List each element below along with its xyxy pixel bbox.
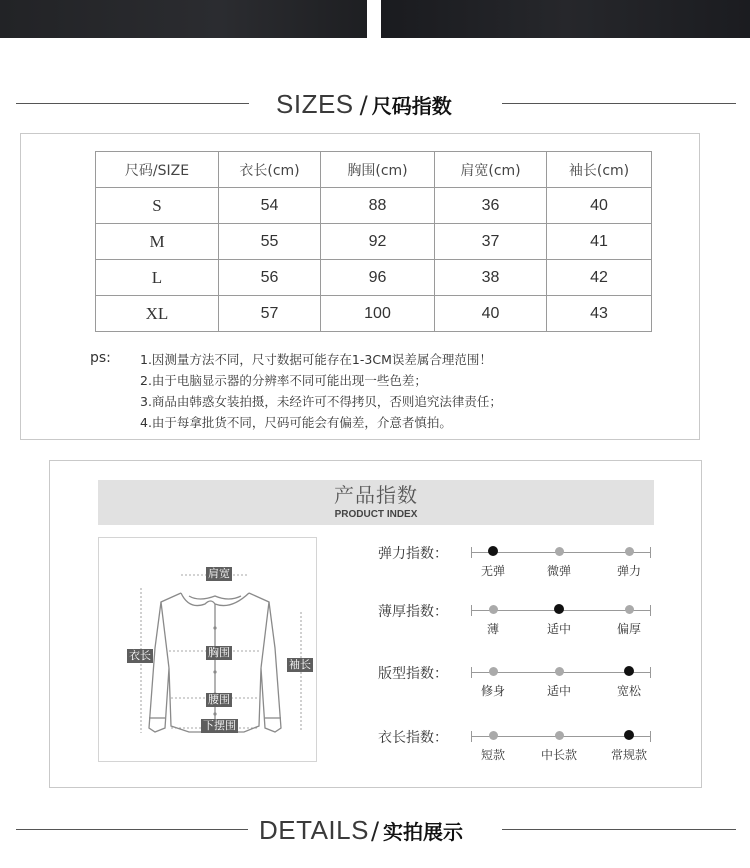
hem-label: 下摆围 — [203, 719, 236, 732]
table-cell: 88 — [321, 188, 435, 224]
scale-dot — [625, 605, 634, 614]
header-cell: 衣长(cm) — [219, 152, 321, 188]
details-heading — [0, 810, 750, 850]
sizes-heading-text — [276, 84, 452, 124]
waist-label: 腰围 — [208, 693, 230, 706]
index-option: 适中 — [546, 684, 571, 698]
header-cell: 肩宽(cm) — [435, 152, 547, 188]
size-table — [95, 151, 652, 332]
heading-rule-left — [16, 829, 248, 830]
note-item: 3.商品由韩惑女装拍摄，未经许可不得拷贝，否则追究法律责任； — [140, 394, 502, 409]
table-cell: 96 — [321, 260, 435, 296]
table-cell: 55 — [219, 224, 321, 260]
index-label: 衣长指数： — [378, 730, 448, 746]
index-option: 微弹 — [546, 564, 571, 578]
selected-dot — [624, 730, 634, 740]
scale-dot — [555, 731, 564, 740]
table-row — [96, 296, 652, 332]
heading-rule-left — [16, 103, 249, 104]
table-cell: 41 — [547, 224, 652, 260]
table-row — [96, 224, 652, 260]
header-cell: 胸围(cm) — [321, 152, 435, 188]
index-option: 常规款 — [610, 748, 647, 762]
index-option: 偏厚 — [616, 622, 641, 636]
sizes-heading — [0, 84, 750, 124]
table-cell: 54 — [219, 188, 321, 224]
table-cell: 43 — [547, 296, 652, 332]
header-cell: 尺码/SIZE — [96, 152, 219, 188]
sleeve-label: 袖长 — [289, 658, 311, 671]
note-item: 1.因测量方法不同，尺寸数据可能存在1-3CM误差属合理范围！ — [140, 352, 492, 367]
index-option: 无弹 — [480, 564, 505, 578]
selected-dot — [554, 604, 564, 614]
table-cell: 92 — [321, 224, 435, 260]
scale-cap — [471, 667, 472, 678]
index-label: 薄厚指数： — [378, 604, 448, 620]
notes-list — [140, 349, 502, 433]
measurement-diagram — [98, 537, 317, 762]
scale-cap — [471, 731, 472, 742]
index-scale — [471, 665, 651, 679]
index-label: 弹力指数： — [378, 546, 448, 562]
table-row — [96, 260, 652, 296]
scale-dot — [489, 667, 498, 676]
table-cell: S — [96, 188, 219, 224]
product-photo-left — [0, 0, 367, 38]
notes-label: ps: — [90, 350, 111, 366]
note-item: 2.由于电脑显示器的分辨率不同可能出现一些色差； — [140, 373, 427, 388]
heading-slash: / — [370, 817, 380, 845]
details-title-en: DETAILS — [259, 815, 369, 845]
index-option: 修身 — [480, 684, 505, 698]
scale-cap — [650, 605, 651, 616]
scale-cap — [650, 547, 651, 558]
scale-cap — [471, 605, 472, 616]
table-cell: 100 — [321, 296, 435, 332]
sizes-title-cn: 尺码指数 — [371, 94, 452, 118]
sizes-title-en: SIZES — [276, 89, 354, 119]
table-cell: L — [96, 260, 219, 296]
index-option: 短款 — [480, 748, 505, 762]
table-cell: M — [96, 224, 219, 260]
table-cell: 40 — [435, 296, 547, 332]
product-index-title: 产品指数 — [334, 483, 418, 507]
index-option: 适中 — [546, 622, 571, 636]
product-photo-right — [381, 0, 750, 38]
table-cell: XL — [96, 296, 219, 332]
selected-dot — [488, 546, 498, 556]
chest-label: 胸围 — [208, 646, 230, 659]
index-option: 宽松 — [616, 684, 641, 698]
details-heading-text — [259, 810, 463, 850]
scale-dot — [489, 731, 498, 740]
scale-cap — [471, 547, 472, 558]
index-scale — [471, 603, 651, 617]
scale-cap — [650, 667, 651, 678]
index-option: 中长款 — [540, 748, 577, 762]
size-table-header — [96, 152, 652, 188]
product-index-subtitle: PRODUCT INDEX — [334, 509, 418, 520]
scale-cap — [650, 731, 651, 742]
scale-dot — [555, 547, 564, 556]
note-item: 4.由于每拿批货不同，尺码可能会有偏差，介意者慎拍。 — [140, 415, 452, 430]
scale-dot — [625, 547, 634, 556]
index-scale — [471, 545, 651, 559]
scale-dot — [489, 605, 498, 614]
product-index-banner — [98, 480, 654, 525]
heading-rule-right — [502, 829, 736, 830]
table-cell: 38 — [435, 260, 547, 296]
table-cell: 40 — [547, 188, 652, 224]
header-cell: 袖长(cm) — [547, 152, 652, 188]
table-row — [96, 188, 652, 224]
selected-dot — [624, 666, 634, 676]
heading-slash: / — [359, 91, 368, 119]
table-cell: 57 — [219, 296, 321, 332]
index-label: 版型指数： — [378, 666, 448, 682]
index-option: 薄 — [486, 622, 499, 636]
index-scale — [471, 729, 651, 743]
table-cell: 42 — [547, 260, 652, 296]
scale-dot — [555, 667, 564, 676]
shoulder-label: 肩宽 — [208, 567, 230, 580]
length-label: 衣长 — [129, 649, 151, 662]
table-cell: 36 — [435, 188, 547, 224]
index-option: 弹力 — [616, 564, 641, 578]
heading-rule-right — [502, 103, 736, 104]
details-title-cn: 实拍展示 — [383, 820, 464, 844]
table-cell: 37 — [435, 224, 547, 260]
table-cell: 56 — [219, 260, 321, 296]
